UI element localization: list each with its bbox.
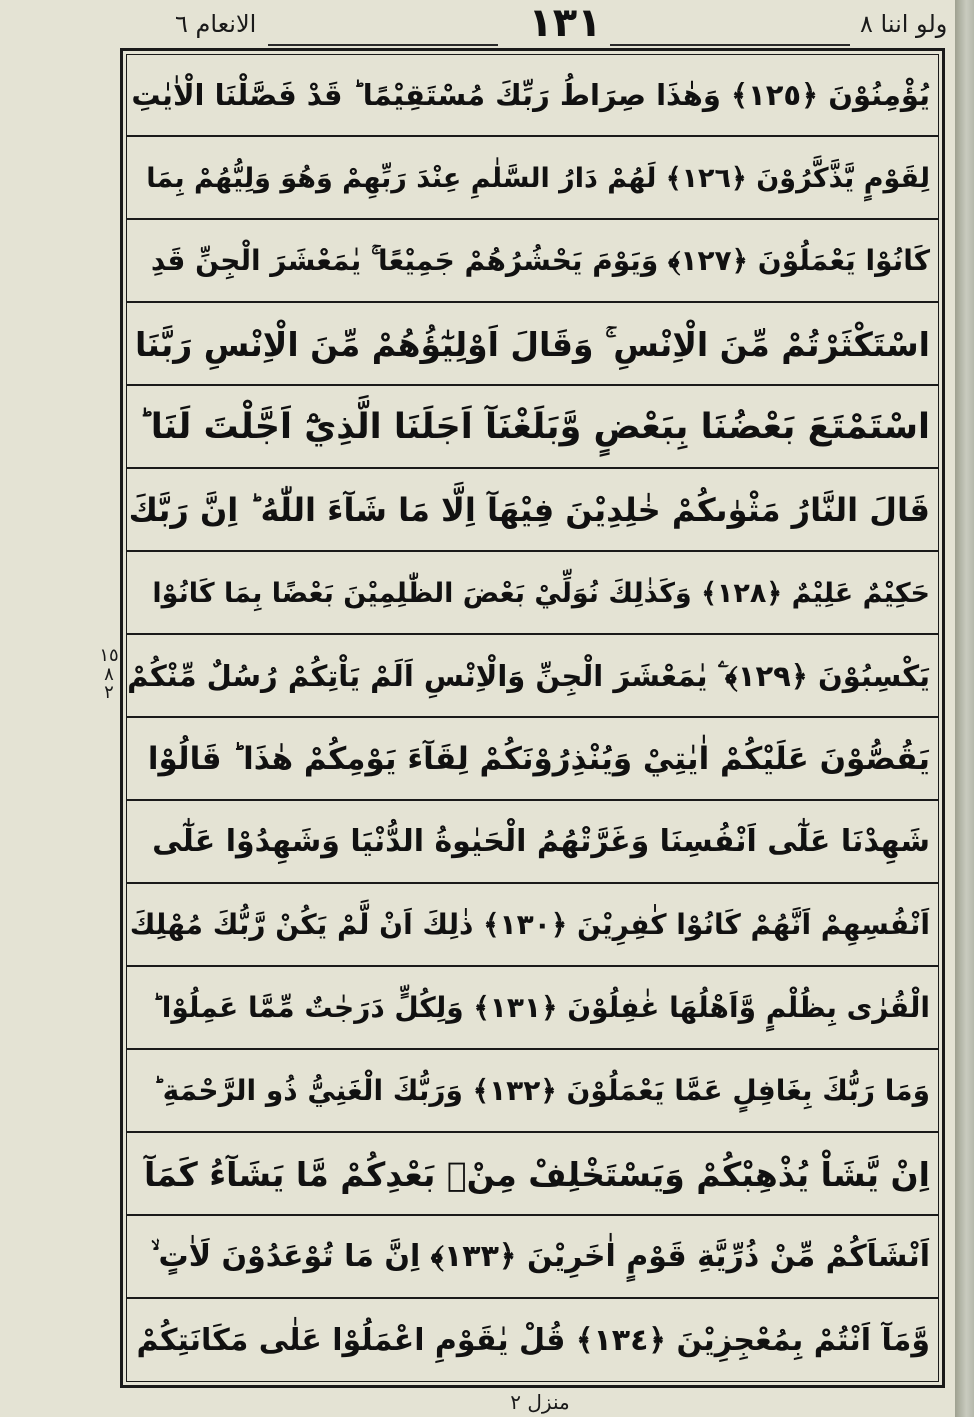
juz-label: ولو اننا ٨: [860, 10, 948, 38]
text-line-5: اسْتَمْتَعَ بَعْضُنَا بِبَعْضٍ وَّبَلَغْنَآ اَجَلَنَا الَّذِيْٓ اَجَّلْتَ لَنَا ؕ: [127, 387, 938, 469]
text-line-1: يُؤْمِنُوْنَ ﴿١٢٥﴾ وَهٰذَا صِرَاطُ رَبِّكَ مُسْتَقِيْمًا ؕ قَدْ فَصَّلْنَا الْاٰيٰتِ: [127, 55, 938, 137]
text-line-14: اِنْ يَّشَاْ يُذْهِبْكُمْ وَيَسْتَخْلِفْ مِنْۢ بَعْدِكُمْ مَّا يَشَآءُ كَمَآ: [127, 1134, 938, 1216]
text-line-15: اَنْشَاَكُمْ مِّنْ ذُرِّيَّةِ قَوْمٍ اٰخَرِيْنَ ﴿١٣٣﴾ اِنَّ مَا تُوْعَدُوْنَ لَاٰتٍ ۙ: [127, 1217, 938, 1299]
text-line-10: شَهِدْنَا عَلٰٓى اَنْفُسِنَا وَغَرَّتْهُمُ الْحَيٰوةُ الدُّنْيَا وَشَهِدُوْا عَلٰٓى: [127, 802, 938, 884]
ruku-mark-top: ١٥: [99, 644, 119, 666]
text-line-3: كَانُوْا يَعْمَلُوْنَ ﴿١٢٧﴾ وَيَوْمَ يَحْشُرُهُمْ جَمِيْعًا ۚ يٰمَعْشَرَ الْجِنِّ قَدِ: [127, 221, 938, 303]
text-line-9: يَقُصُّوْنَ عَلَيْكُمْ اٰيٰتِيْ وَيُنْذِرُوْنَكُمْ لِقَآءَ يَوْمِكُمْ هٰذَا ؕ قَالُوْا: [127, 719, 938, 801]
text-line-16: وَّمَآ اَنْتُمْ بِمُعْجِزِيْنَ ﴿١٣٤﴾ قُلْ يٰقَوْمِ اعْمَلُوْا عَلٰى مَكَانَتِكُمْ: [136, 1323, 930, 1358]
text-line-4: اسْتَكْثَرْتُمْ مِّنَ الْاِنْسِ ۚ وَقَالَ اَوْلِيٰٓؤُهُمْ مِّنَ الْاِنْسِ رَبَّنَا: [127, 304, 938, 386]
text-line-11: اَنْفُسِهِمْ اَنَّهُمْ كَانُوْا كٰفِرِيْنَ ﴿١٣٠﴾ ذٰلِكَ اَنْ لَّمْ يَكُنْ رَّبُّكَ مُهْلِكَ: [127, 885, 938, 967]
text-line-6: قَالَ النَّارُ مَثْوٰىكُمْ خٰلِدِيْنَ فِيْهَآ اِلَّا مَا شَآءَ اللّٰهُ ؕ اِنَّ رَبَّكَ: [127, 470, 938, 552]
text-line-2: لِقَوْمٍ يَّذَّكَّرُوْنَ ﴿١٢٦﴾ لَهُمْ دَارُ السَّلٰمِ عِنْدَ رَبِّهِمْ وَهُوَ وَلِيُّهُمْ بِمَا: [127, 138, 938, 220]
ruku-margin-mark: [98, 640, 120, 710]
text-line-7: حَكِيْمٌ عَلِيْمٌ ﴿١٢٨﴾ وَكَذٰلِكَ نُوَلِّيْ بَعْضَ الظّٰلِمِيْنَ بَعْضًا بِمَا كَانُوْا: [127, 553, 938, 635]
text-line-8: يَكْسِبُوْنَ ﴿١٢٩﴾ ۧ يٰمَعْشَرَ الْجِنِّ وَالْاِنْسِ اَلَمْ يَاْتِكُمْ رُسُلٌ مِّنْكُمْ: [127, 636, 938, 718]
page-number: ١٣١: [528, 0, 602, 46]
ruku-mark-bottom: ٢: [104, 682, 114, 704]
text-line-13: وَمَا رَبُّكَ بِغَافِلٍ عَمَّا يَعْمَلُوْنَ ﴿١٣٢﴾ وَرَبُّكَ الْغَنِيُّ ذُو الرَّحْمَةِ ؕ: [127, 1051, 938, 1133]
text-line-12: الْقُرٰى بِظُلْمٍ وَّاَهْلُهَا غٰفِلُوْنَ ﴿١٣١﴾ وَلِكُلٍّ دَرَجٰتٌ مِّمَّا عَمِلُوْا ؕ: [127, 968, 938, 1050]
manzil-label: منزل ٢: [510, 1390, 570, 1414]
header-rule-right: [610, 44, 850, 46]
ruku-mark-middle: ٨: [104, 663, 114, 685]
header-rule-left: [268, 44, 498, 46]
surah-label: الانعام ٦: [175, 10, 257, 38]
book-spine: [955, 0, 974, 1417]
